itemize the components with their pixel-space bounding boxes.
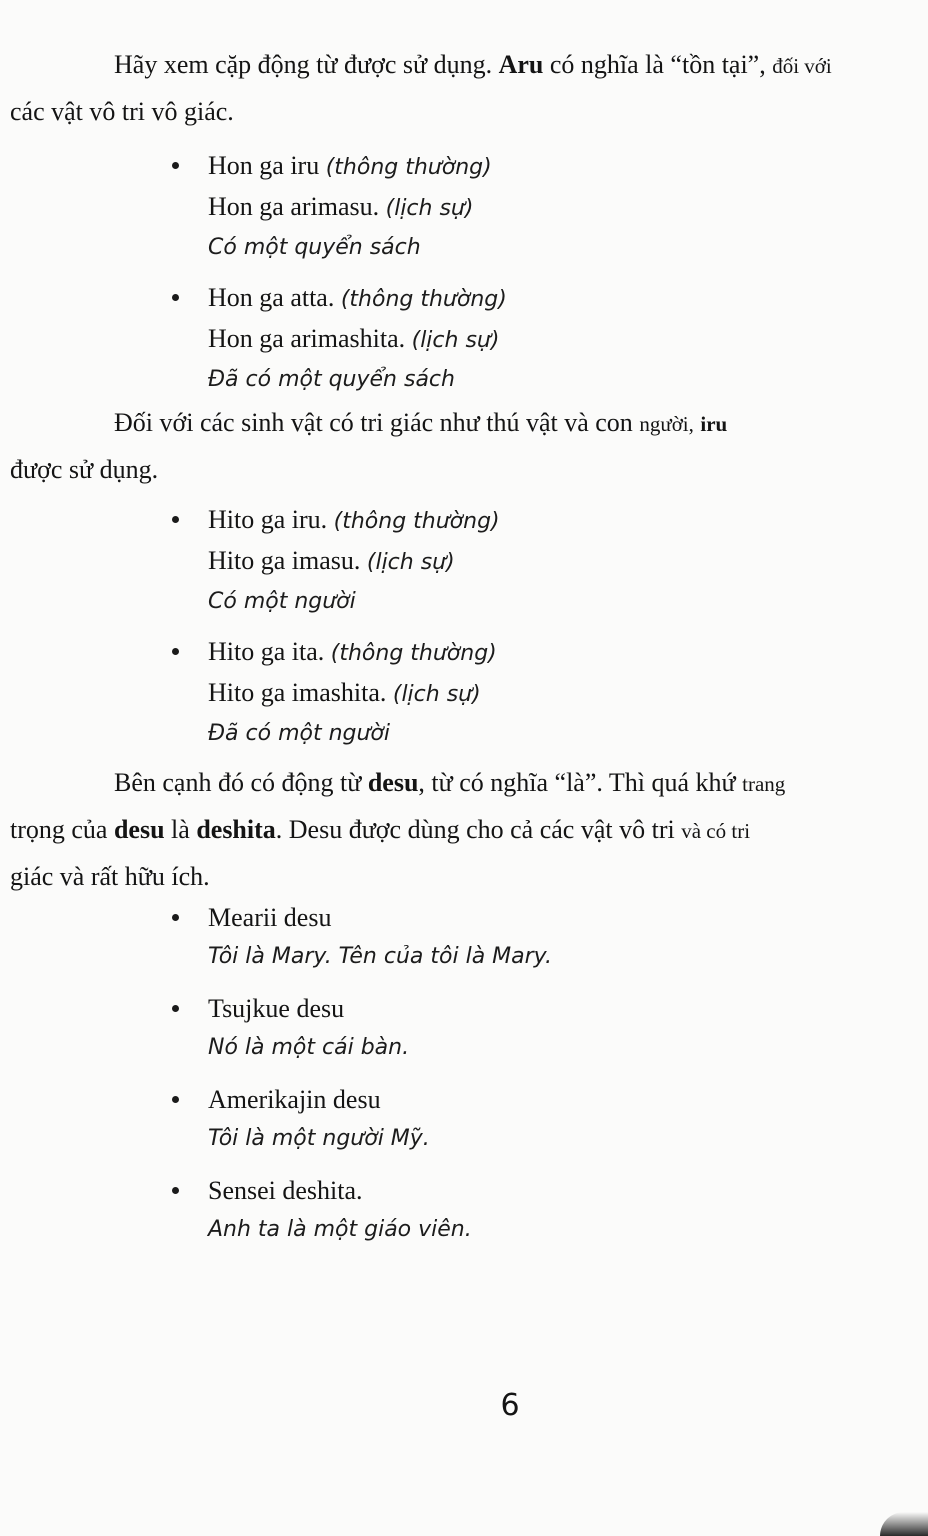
term-iru: iru (700, 412, 728, 436)
example-casual: Hito ga ita. (208, 637, 331, 666)
paragraph-iru (10, 400, 904, 493)
term-desu: desu (367, 768, 419, 797)
list-item (172, 146, 507, 268)
translation: Đã có một người (208, 721, 391, 746)
list-item (172, 278, 507, 400)
example-line (208, 632, 500, 673)
translation: Anh ta là một giáo viên. (208, 1217, 472, 1242)
paragraph-text: . Desu được dùng cho cả các vật vô tri (275, 815, 682, 844)
casual-note: (thông thường) (325, 155, 492, 180)
example-line (208, 541, 500, 582)
example-polite: Hon ga arimashita. (208, 324, 412, 353)
list-item (172, 1080, 552, 1159)
paragraph-text: đối với (772, 54, 832, 78)
paragraph-text: Đối với các sinh vật có tri giác như thú vật và con (114, 408, 640, 437)
example-polite: Hito ga imasu. (208, 546, 367, 575)
term-aru: Aru (498, 50, 544, 79)
example-line (208, 278, 507, 319)
bullet-icon (172, 648, 179, 655)
list-item (172, 500, 500, 622)
paragraph-desu (10, 760, 904, 900)
page-number: 6 (500, 1388, 520, 1423)
example-line (208, 146, 507, 187)
list-item (172, 1171, 552, 1250)
paragraph-text: được sử dụng. (10, 455, 159, 484)
bullet-icon (172, 162, 179, 169)
casual-note: (thông thường) (333, 509, 500, 534)
list-item (172, 632, 500, 754)
example-phrase: Amerikajin desu (208, 1085, 381, 1114)
example-phrase: Mearii desu (208, 903, 332, 932)
casual-note: (thông thường) (340, 287, 507, 312)
example-list-aru (172, 146, 507, 400)
bullet-icon (172, 1096, 179, 1103)
bullet-icon (172, 1187, 179, 1194)
term-desu: desu (113, 815, 165, 844)
paragraph-text: Bên cạnh đó có động từ (114, 768, 368, 797)
example-casual: Hito ga iru. (208, 505, 334, 534)
example-casual: Hon ga atta. (208, 283, 341, 312)
polite-note: (lịch sự) (392, 682, 481, 707)
paragraph-text: có nghĩa là “tồn tại”, (543, 50, 773, 79)
term-deshita: deshita (196, 815, 276, 844)
paragraph-text: Hãy xem cặp động từ được sử dụng. (114, 50, 499, 79)
example-casual: Hon ga iru (208, 151, 326, 180)
example-polite: Hon ga arimasu. (208, 192, 386, 221)
polite-note: (lịch sự) (411, 328, 500, 353)
list-item (172, 898, 552, 977)
paragraph-text: là (164, 815, 197, 844)
paragraph-text: giác và rất hữu ích. (10, 862, 210, 891)
example-list-desu (172, 898, 552, 1250)
example-line (208, 187, 507, 228)
paragraph-aru (10, 42, 904, 135)
translation: Tôi là một người Mỹ. (208, 1126, 430, 1151)
example-phrase: Sensei deshita. (208, 1176, 363, 1205)
paragraph-text: trọng của (10, 815, 114, 844)
bullet-icon (172, 516, 179, 523)
translation: Tôi là Mary. Tên của tôi là Mary. (208, 944, 552, 969)
translation: Có một quyển sách (208, 235, 421, 260)
polite-note: (lịch sự) (366, 550, 455, 575)
translation: Nó là một cái bàn. (208, 1035, 410, 1060)
example-line (208, 673, 500, 714)
example-phrase: Tsujkue desu (208, 994, 345, 1023)
casual-note: (thông thường) (330, 641, 497, 666)
bullet-icon (172, 914, 179, 921)
paragraph-text: trang (742, 772, 786, 796)
paragraph-text: người, (639, 412, 694, 436)
example-line (208, 500, 500, 541)
bullet-icon (172, 1005, 179, 1012)
list-item (172, 989, 552, 1068)
translation: Đã có một quyển sách (208, 367, 455, 392)
example-list-iru (172, 500, 500, 754)
example-line (208, 319, 507, 360)
page-edge-shadow (880, 1512, 928, 1536)
bullet-icon (172, 294, 179, 301)
example-polite: Hito ga imashita. (208, 678, 393, 707)
paragraph-text: , từ có nghĩa “là”. Thì quá khứ (418, 768, 743, 797)
paragraph-text: và có tri (681, 819, 751, 843)
polite-note: (lịch sự) (385, 196, 474, 221)
paragraph-text: các vật vô tri vô giác. (10, 97, 234, 126)
translation: Có một người (208, 589, 356, 614)
